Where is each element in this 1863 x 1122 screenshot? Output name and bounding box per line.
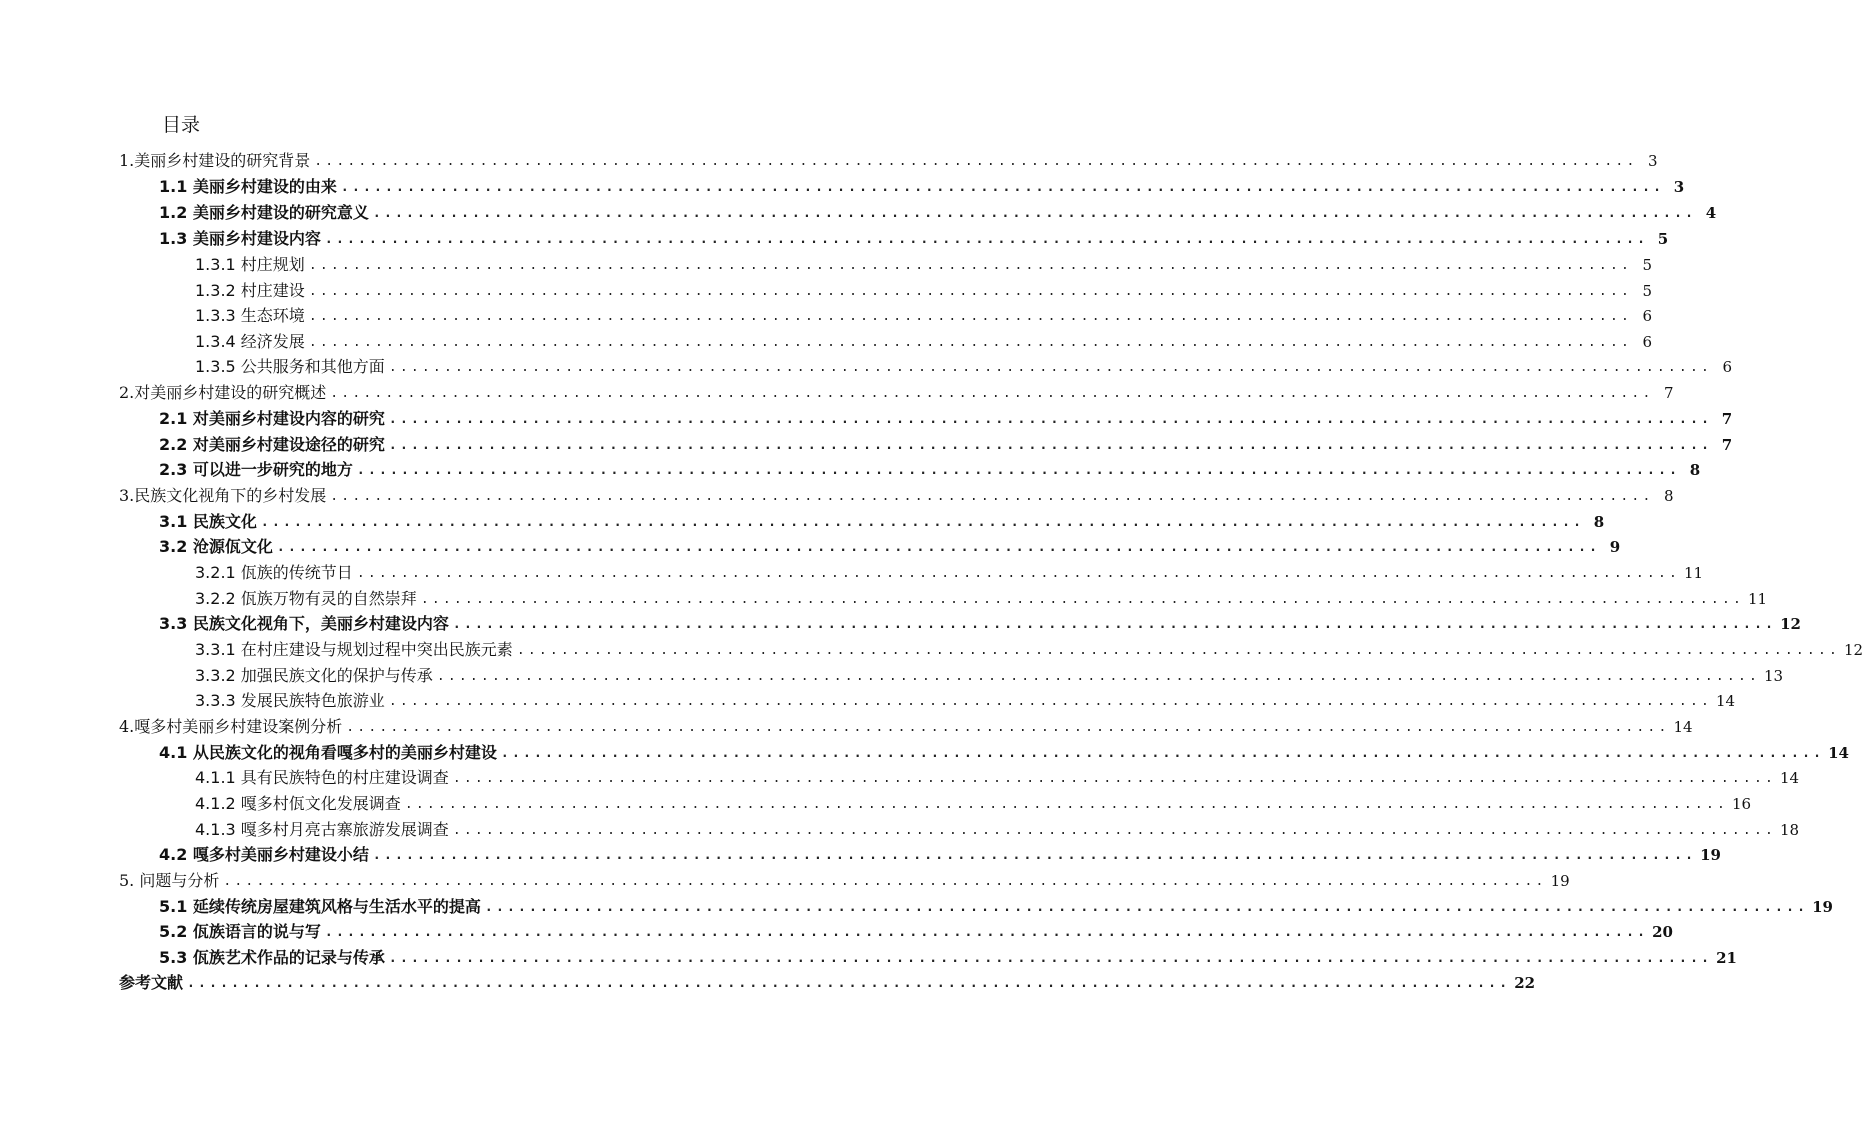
toc-page-number: 3 — [1647, 152, 1658, 170]
toc-entry-label: 3.2.2 佤族万物有灵的自然崇拜 — [195, 589, 417, 608]
toc-entry-level2[interactable] — [159, 431, 1733, 455]
toc-entry-label: 2.1 对美丽乡村建设内容的研究 — [159, 409, 385, 428]
toc-page-number: 19 — [1700, 846, 1721, 864]
toc-entry-level3[interactable] — [195, 790, 1752, 814]
dot-leader: ........................................................................................................................ — [324, 232, 1649, 247]
toc-page-number: 12 — [1780, 615, 1801, 633]
toc-entry-level3[interactable] — [195, 277, 1653, 301]
toc-entry-label: 1.美丽乡村建设的研究背景 — [119, 151, 311, 170]
dot-leader: ........................................................................................................................ — [260, 515, 1585, 530]
toc-entry-label: 1.3 美丽乡村建设内容 — [159, 229, 321, 248]
toc-entry-label: 1.3.1 村庄规划 — [195, 255, 305, 274]
toc-page-number: 5 — [1657, 230, 1669, 248]
dot-leader: ........................................................................................................................ — [500, 746, 1825, 761]
dot-leader: ........................................................................................................................ — [436, 669, 1761, 684]
toc-entry-label: 2.3 可以进一步研究的地方 — [159, 460, 353, 479]
dot-leader: ........................................................................................................................ — [388, 951, 1713, 966]
dot-leader: ........................................................................................................................ — [324, 925, 1649, 940]
toc-page-number: 13 — [1764, 667, 1784, 685]
toc-entry-label: 3.3.3 发展民族特色旅游业 — [195, 691, 385, 710]
toc-page-number: 9 — [1609, 538, 1621, 556]
toc-entry-label: 2.2 对美丽乡村建设途径的研究 — [159, 435, 385, 454]
toc-entry-label: 3.3.1 在村庄建设与规划过程中突出民族元素 — [195, 640, 513, 659]
toc-page-number: 5 — [1642, 256, 1653, 274]
toc-entry-label: 4.1.2 嘎多村佤文化发展调查 — [195, 794, 401, 813]
toc-entry-label: 4.1 从民族文化的视角看嘎多村的美丽乡村建设 — [159, 743, 497, 762]
toc-entry-label: 5.3 佤族艺术作品的记录与传承 — [159, 948, 385, 967]
toc-entry-level3[interactable] — [195, 662, 1784, 686]
dot-leader: ........................................................................................................................ — [356, 566, 1681, 581]
toc-entry-level3[interactable] — [195, 764, 1800, 788]
toc-entry-level3[interactable] — [195, 251, 1653, 275]
toc-entry-label: 参考文献 — [119, 973, 184, 992]
toc-entry-level1[interactable] — [119, 713, 1693, 737]
toc-page-number: 11 — [1748, 590, 1768, 608]
toc-entry-label: 1.3.3 生态环境 — [195, 306, 305, 325]
dot-leader: ........................................................................................................................ — [223, 874, 1547, 889]
dot-leader: ........................................................................................................................ — [330, 489, 1654, 504]
toc-entry-label: 1.1 美丽乡村建设的由来 — [159, 177, 337, 196]
toc-page-number: 20 — [1652, 923, 1673, 941]
toc-title: 目录 — [162, 114, 201, 136]
toc-page-number: 16 — [1732, 795, 1752, 813]
toc-entry-references[interactable] — [119, 969, 1536, 993]
toc-page-number: 11 — [1684, 564, 1704, 582]
dot-leader: ........................................................................................................................ — [388, 360, 1713, 375]
toc-entry-level2[interactable] — [159, 508, 1605, 532]
toc-page-number: 6 — [1642, 307, 1653, 325]
dot-leader: ........................................................................................................................ — [420, 592, 1745, 607]
dot-leader: ........................................................................................................................ — [484, 900, 1809, 915]
toc-page-number: 14 — [1716, 692, 1736, 710]
dot-leader: ........................................................................................................................ — [452, 617, 1777, 632]
dot-leader: ........................................................................................................................ — [308, 258, 1633, 273]
dot-leader: ........................................................................................................................ — [308, 309, 1633, 324]
toc-page-number: 5 — [1642, 282, 1653, 300]
toc-page-number: 21 — [1716, 949, 1737, 967]
toc-entry-label: 3.3 民族文化视角下，美丽乡村建设内容 — [159, 614, 449, 633]
toc-entry-level1[interactable] — [119, 482, 1674, 506]
toc-page-number: 8 — [1663, 487, 1674, 505]
toc-entry-label: 5.2 佤族语言的说与写 — [159, 922, 321, 941]
toc-entry-label: 3.2.1 佤族的传统节日 — [195, 563, 353, 582]
toc-page-number: 22 — [1514, 974, 1536, 992]
dot-leader: ........................................................................................................................ — [276, 540, 1601, 555]
toc-page-number: 6 — [1642, 333, 1653, 351]
toc-page-number: 6 — [1722, 358, 1733, 376]
dot-leader: ........................................................................................................................ — [346, 720, 1670, 735]
dot-leader: ........................................................................................................................ — [356, 463, 1681, 478]
dot-leader: ........................................................................................................................ — [308, 335, 1633, 350]
toc-entry-label: 1.3.5 公共服务和其他方面 — [195, 357, 385, 376]
toc-entry-label: 1.3.2 村庄建设 — [195, 281, 305, 300]
toc-entry-level2[interactable] — [159, 739, 1849, 763]
toc-page-number: 14 — [1673, 718, 1693, 736]
toc-entry-label: 5. 问题与分析 — [119, 871, 220, 890]
toc-entry-level2[interactable] — [159, 893, 1833, 917]
dot-leader: ........................................................................................................................ — [308, 284, 1633, 299]
toc-entry-level1[interactable] — [119, 379, 1674, 403]
dot-leader: ........................................................................................................................ — [314, 154, 1638, 169]
toc-entry-level1[interactable] — [119, 147, 1658, 171]
toc-entry-label: 4.1.1 具有民族特色的村庄建设调查 — [195, 768, 449, 787]
toc-entry-label: 3.3.2 加强民族文化的保护与传承 — [195, 666, 433, 685]
toc-entry-label: 5.1 延续传统房屋建筑风格与生活水平的提高 — [159, 897, 481, 916]
toc-page-number: 8 — [1593, 513, 1605, 531]
toc-entry-level2[interactable] — [159, 225, 1669, 249]
toc-entry-level2[interactable] — [159, 610, 1801, 634]
toc-page-number: 7 — [1721, 436, 1733, 454]
toc-page-number: 4 — [1705, 204, 1717, 222]
toc-page-number: 19 — [1550, 872, 1570, 890]
toc-entry-label: 4.2 嘎多村美丽乡村建设小结 — [159, 845, 369, 864]
toc-entry-level2[interactable] — [159, 456, 1701, 480]
toc-entry-level2[interactable] — [159, 533, 1621, 557]
toc-page-number: 7 — [1721, 410, 1733, 428]
toc-entry-level2[interactable] — [159, 173, 1685, 197]
toc-entry-level3[interactable] — [195, 353, 1733, 377]
dot-leader: ........................................................................................................................ — [330, 386, 1654, 401]
toc-entry-level2[interactable] — [159, 944, 1737, 968]
toc-entry-label: 1.2 美丽乡村建设的研究意义 — [159, 203, 369, 222]
toc-entry-level3[interactable] — [195, 302, 1653, 326]
toc-page-number: 14 — [1780, 769, 1800, 787]
toc-entry-level2[interactable] — [159, 841, 1721, 865]
toc-entry-label: 1.3.4 经济发展 — [195, 332, 305, 351]
toc-page-number: 12 — [1844, 641, 1863, 659]
dot-leader: ........................................................................................................................ — [187, 976, 1511, 991]
toc-page-number: 18 — [1780, 821, 1800, 839]
toc-entry-level2[interactable] — [159, 918, 1673, 942]
dot-leader: ........................................................................................................................ — [388, 412, 1713, 427]
toc-entry-level3[interactable] — [195, 636, 1863, 660]
dot-leader: ........................................................................................................................ — [388, 438, 1713, 453]
toc-entry-level1[interactable] — [119, 867, 1570, 891]
toc-page-number: 7 — [1663, 384, 1674, 402]
dot-leader: ........................................................................................................................ — [372, 848, 1697, 863]
toc-page-number: 19 — [1812, 898, 1833, 916]
toc-entry-level2[interactable] — [159, 405, 1733, 429]
dot-leader: ........................................................................................................................ — [388, 694, 1713, 709]
toc-entry-label: 3.2 沧源佤文化 — [159, 537, 273, 556]
toc-entry-label: 3.1 民族文化 — [159, 512, 257, 531]
dot-leader: ........................................................................................................................ — [452, 771, 1777, 786]
dot-leader: ........................................................................................................................ — [452, 823, 1777, 838]
toc-entry-level3[interactable] — [195, 687, 1736, 711]
dot-leader: ........................................................................................................................ — [372, 206, 1697, 221]
toc-entry-level3[interactable] — [195, 559, 1704, 583]
toc-entry-level2[interactable] — [159, 199, 1717, 223]
toc-entry-label: 4.嘎多村美丽乡村建设案例分析 — [119, 717, 343, 736]
toc-entry-label: 2.对美丽乡村建设的研究概述 — [119, 383, 327, 402]
toc-entry-label: 3.民族文化视角下的乡村发展 — [119, 486, 327, 505]
toc-entry-level3[interactable] — [195, 585, 1768, 609]
dot-leader: ........................................................................................................................ — [404, 797, 1729, 812]
toc-page-number: 14 — [1828, 744, 1849, 762]
toc-entry-level3[interactable] — [195, 328, 1653, 352]
toc-page-number: 3 — [1673, 178, 1685, 196]
toc-entry-label: 4.1.3 嘎多村月亮古寨旅游发展调查 — [195, 820, 449, 839]
toc-entry-level3[interactable] — [195, 816, 1800, 840]
dot-leader: ........................................................................................................................ — [340, 180, 1665, 195]
toc-page-number: 8 — [1689, 461, 1701, 479]
dot-leader: ........................................................................................................................ — [516, 643, 1841, 658]
